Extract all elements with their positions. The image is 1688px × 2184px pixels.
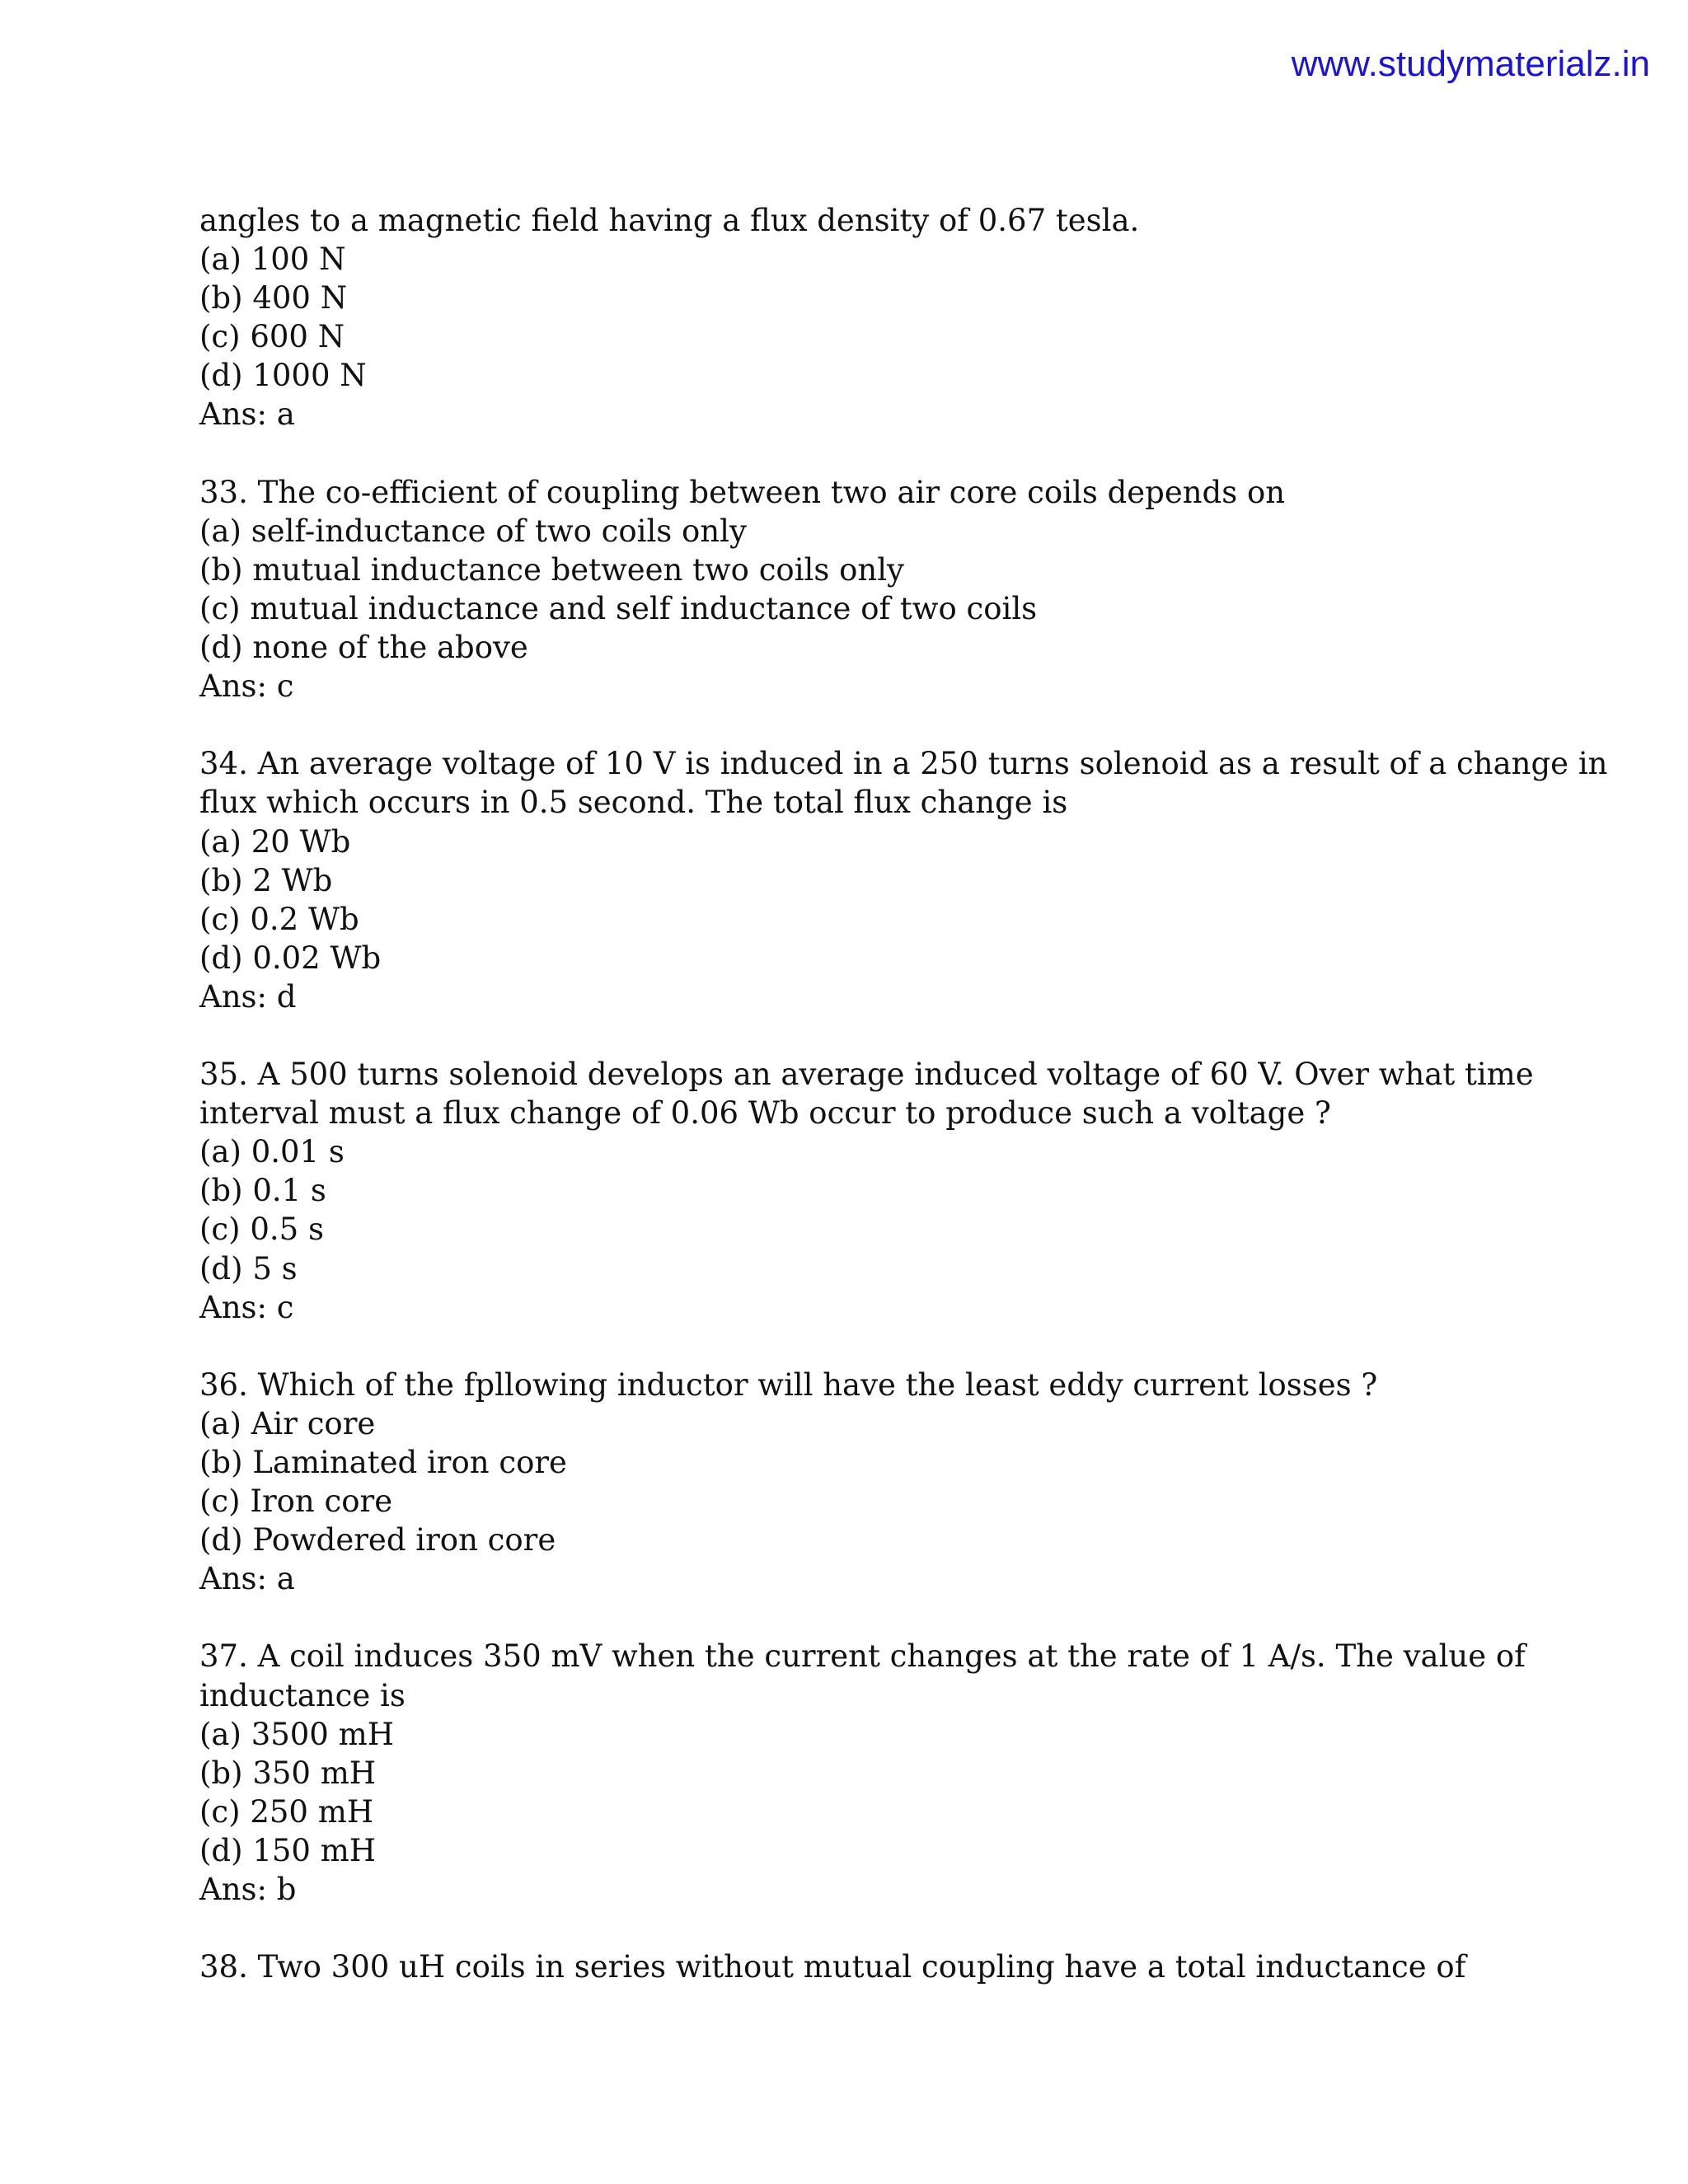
question-block [199,201,1601,434]
answer: Ans: c [199,1289,294,1325]
option-a: (a) self-inductance of two coils only [199,513,747,549]
option-c: (c) 600 N [199,319,345,355]
question-text: inductance is [199,1677,406,1713]
question-block [199,473,1601,706]
option-a: (a) Air core [199,1405,376,1441]
question-block [199,1366,1601,1599]
answer: Ans: a [199,1561,295,1597]
answer: Ans: c [199,668,294,705]
question-text: 34. An average voltage of 10 V is induced in a 250 turns solenoid as a result of a change in [199,746,1608,782]
question-text: interval must a flux change of 0.06 Wb occur to produce such a voltage ? [199,1095,1331,1132]
question-block [199,1637,1601,1909]
question-block [199,1055,1601,1327]
option-b: (b) 0.1 s [199,1173,326,1209]
question-block [199,1947,1601,1986]
option-d: (d) 1000 N [199,358,367,394]
option-a: (a) 0.01 s [199,1134,345,1170]
question-text: flux which occurs in 0.5 second. The total flux change is [199,785,1068,821]
option-a: (a) 100 N [199,241,346,278]
document-body [199,201,1608,2025]
option-c: (c) 250 mH [199,1793,374,1830]
option-a: (a) 3500 mH [199,1716,394,1752]
option-d: (d) Powdered iron core [199,1522,556,1558]
option-b: (b) 400 N [199,280,348,316]
option-c: (c) Iron core [199,1483,393,1520]
question-block [199,744,1608,1016]
site-link[interactable]: www.studymaterialz.in [1291,44,1650,84]
option-b: (b) 350 mH [199,1755,377,1791]
option-c: (c) mutual inductance and self inductance of two coils [199,590,1038,626]
option-c: (c) 0.5 s [199,1212,324,1248]
option-d: (d) 5 s [199,1250,298,1286]
option-a: (a) 20 Wb [199,823,351,860]
question-text-continued: angles to a magnetic field having a flux density of 0.67 tesla. [199,203,1140,238]
question-text: 37. A coil induces 350 mV when the current changes at the rate of 1 A/s. The value of [199,1638,1526,1675]
option-b: (b) mutual inductance between two coils only [199,551,904,588]
option-b: (b) Laminated iron core [199,1445,567,1480]
question-text: 35. A 500 turns solenoid develops an average induced voltage of 60 V. Over what time [199,1057,1534,1093]
option-d: (d) 150 mH [199,1832,377,1868]
question-text: 36. Which of the fpllowing inductor will have the least eddy current losses ? [199,1366,1378,1403]
answer: Ans: a [199,396,295,433]
option-d: (d) 0.02 Wb [199,940,382,976]
answer: Ans: d [199,978,297,1015]
option-d: (d) none of the above [199,630,528,666]
question-text: 38. Two 300 uH coils in series without mutual coupling have a total inductance of [199,1949,1466,1985]
question-text: 33. The co-efficient of coupling between two air core coils depends on [199,474,1286,510]
option-c: (c) 0.2 Wb [199,901,359,937]
option-b: (b) 2 Wb [199,862,333,898]
answer: Ans: b [199,1872,297,1908]
